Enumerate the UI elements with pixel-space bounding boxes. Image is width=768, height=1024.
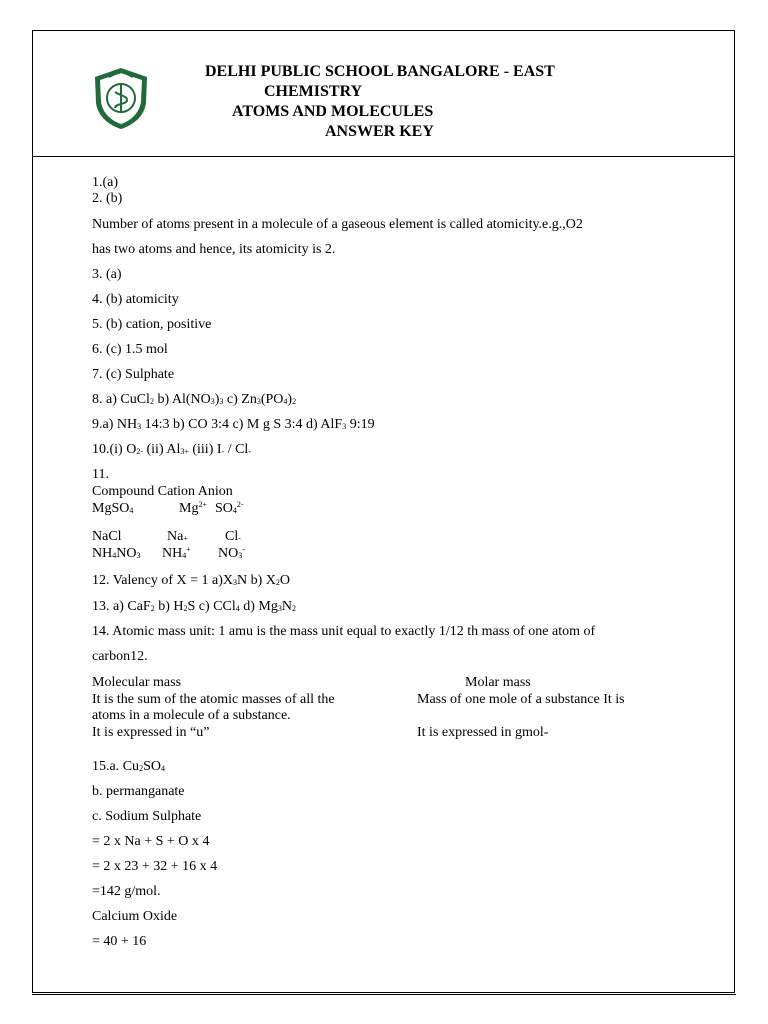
atomicity-definition-line-1: Number of atoms present in a molecule of a gaseous element is called atomicity.e.g.,O2	[92, 217, 583, 232]
ion-row-1-cation: $Mg^{2+}$	[179, 500, 207, 516]
molecular-mass-def-1: It is the sum of the atomic masses of all the	[92, 692, 335, 707]
calculation-line-2: = 2 x 23 + 32 + 16 x 4	[92, 859, 218, 874]
ion-row-2-cation: $Na_+$	[167, 529, 188, 544]
document-type: ANSWER KEY	[325, 123, 434, 140]
calculation-result: =142 g/mol.	[92, 884, 161, 899]
header-divider	[32, 156, 735, 157]
answer-11: 11.	[92, 467, 109, 482]
answer-15b: b. permanganate	[92, 784, 185, 799]
answer-2: 2. (b)	[92, 191, 123, 206]
answer-6: 6. (c) 1.5 mol	[92, 342, 168, 357]
molar-mass-unit: It is expressed in gmol-	[417, 725, 549, 740]
ion-row-2-anion: $Cl_-$	[225, 529, 241, 544]
school-name: DELHI PUBLIC SCHOOL BANGALORE - EAST	[205, 63, 555, 80]
answer-9: 9.a) $NH_3$ 14:3 b) CO 3:4 c) M g S 3:4 d) AlF$_3$ 9:19	[92, 417, 375, 432]
school-crest-icon	[89, 65, 153, 131]
answer-10: 10.(i) $O_{2-}$ (ii) $Al_{3+}$ (iii) $I_- / Cl_-$	[92, 442, 251, 457]
answer-14-line-2: carbon12.	[92, 649, 148, 664]
molecular-mass-unit: It is expressed in “u”	[92, 725, 210, 740]
ion-table-header: Compound Cation Anion	[92, 484, 233, 499]
answer-1: 1.(a)	[92, 175, 119, 190]
molecular-mass-heading: Molecular mass	[92, 675, 182, 690]
answer-15c: c. Sodium Sulphate	[92, 809, 202, 824]
answer-4: 4. (b) atomicity	[92, 292, 179, 307]
molecular-mass-def-2: atoms in a molecule of a substance.	[92, 708, 291, 723]
ion-row-1-compound: MgSO$_4$	[92, 501, 134, 516]
ion-row-3-anion: $NO_3^-$	[218, 545, 245, 561]
calcium-oxide-label: Calcium Oxide	[92, 909, 178, 924]
answer-8: 8. a) CuCl$_2$ b) $Al(NO_3)_3$ c) $Zn_3(PO_4)_2$	[92, 392, 297, 407]
answer-3: 3. (a)	[92, 267, 122, 282]
answer-12: 12. Valency of X = 1 $a)X_3N$ b) $X_2O$	[92, 573, 291, 588]
answer-5: 5. (b) cation, positive	[92, 317, 212, 332]
atomicity-definition-line-2: has two atoms and hence, its atomicity is 2.	[92, 242, 336, 257]
topic-title: ATOMS AND MOLECULES	[232, 103, 434, 120]
calcium-oxide-calculation: = 40 + 16	[92, 934, 147, 949]
molar-mass-def-1: Mass of one mole of a substance It is	[417, 692, 625, 707]
ion-row-3-compound: $NH_4NO_3$	[92, 546, 141, 561]
calculation-line-1: = 2 x Na + S + O x 4	[92, 834, 210, 849]
answer-7: 7. (c) Sulphate	[92, 367, 175, 382]
ion-row-1-anion: $SO_4^{2-}$	[215, 500, 244, 516]
answer-14-line-1: 14. Atomic mass unit: 1 amu is the mass unit equal to exactly 1/12 th mass of one atom of	[92, 624, 596, 639]
ion-row-3-cation: $NH_4^+$	[162, 545, 191, 561]
answer-13: 13. a) CaF$_2$ b) $H_2S$ c) CCl$_4$ d) $Mg_3N_2$	[92, 599, 296, 614]
molar-mass-heading: Molar mass	[465, 675, 531, 690]
answer-15a: 15.a. $Cu_2SO_4$	[92, 759, 165, 774]
page-bottom-rule	[32, 994, 736, 995]
subject-title: CHEMISTRY	[264, 83, 363, 100]
ion-row-2-compound: NaCl	[92, 529, 122, 544]
